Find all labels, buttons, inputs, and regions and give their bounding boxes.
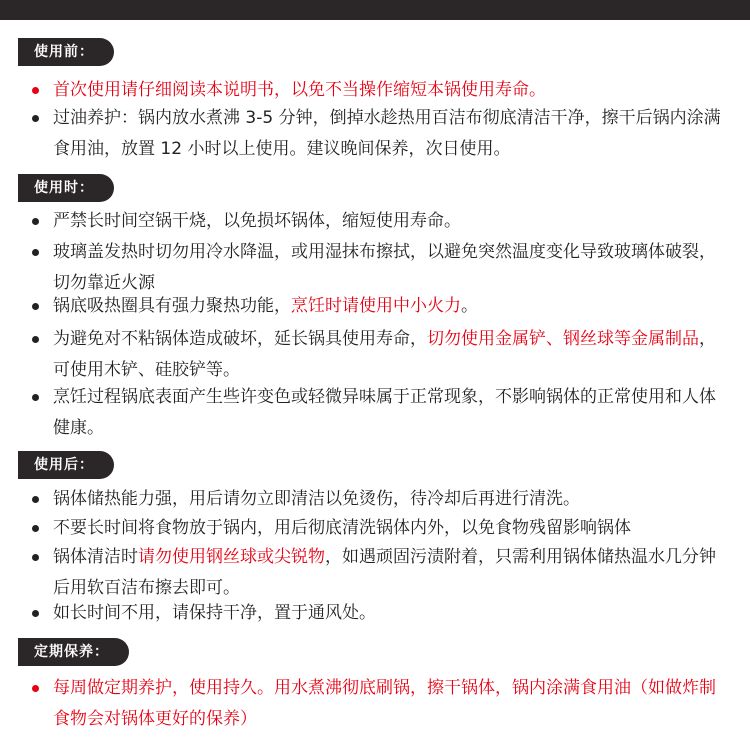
item-text: 如长时间不用，请保持干净，置于通风处。 — [53, 603, 376, 623]
list-item — [32, 542, 732, 604]
item-text-highlight: 切勿使用金属铲、钢丝球等金属制品 — [427, 329, 699, 349]
bullet-icon — [32, 115, 39, 122]
bullet-icon — [32, 554, 39, 561]
bullet-icon — [32, 303, 39, 310]
bullet-icon — [32, 685, 39, 692]
item-text: ，如遇顽固污渍附着，只需利用锅体储热温水几分钟后用软百洁布擦去即可。 — [53, 547, 716, 598]
list-item — [32, 673, 732, 735]
item-text: 锅体储热能力强，用后请勿立即清洁以免烫伤，待冷却后再进行清洗。 — [53, 489, 580, 509]
list-item — [32, 598, 732, 629]
bullet-icon — [32, 87, 39, 94]
section-title-maintenance: 定期保养： — [18, 638, 129, 666]
list-item — [32, 206, 732, 237]
item-text: 。 — [461, 296, 478, 316]
section-title-after-use: 使用后： — [18, 451, 114, 479]
bullet-icon — [32, 610, 39, 617]
top-bar — [0, 0, 750, 20]
bullet-icon — [32, 336, 39, 343]
item-text: 玻璃盖发热时切勿用冷水降温，或用湿抹布擦拭，以避免突然温度变化导致玻璃体破裂，切勿靠近火源 — [53, 242, 716, 293]
item-text: 为避免对不粘锅体造成破坏，延长锅具使用寿命， — [53, 329, 427, 349]
item-text: 首次使用请仔细阅读本说明书，以免不当操作缩短本锅使用寿命。 — [53, 80, 546, 100]
item-text: 锅体清洁时 — [53, 547, 138, 567]
list-item — [32, 513, 732, 544]
list-item — [32, 484, 732, 515]
section-title-during-use: 使用时： — [18, 174, 114, 202]
item-text: 严禁长时间空锅干烧，以免损坏锅体，缩短使用寿命。 — [53, 211, 461, 231]
list-item — [32, 103, 732, 165]
bullet-icon — [32, 394, 39, 401]
list-item — [32, 382, 732, 444]
item-text-highlight: 请勿使用钢丝球或尖锐物 — [138, 547, 325, 567]
bullet-icon — [32, 218, 39, 225]
list-item — [32, 237, 732, 299]
list-item — [32, 324, 732, 386]
item-text: 锅底吸热圈具有强力聚热功能， — [53, 296, 291, 316]
list-item — [32, 291, 732, 322]
item-text: 每周做定期养护，使用持久。用水煮沸彻底刷锅，擦干锅体，锅内涂满食用油（如做炸制食物会对锅体更好的保养） — [53, 678, 716, 729]
bullet-icon — [32, 496, 39, 503]
list-item — [32, 75, 732, 106]
item-text-highlight: 烹饪时请使用中小火力 — [291, 296, 461, 316]
item-text: ，可使用木铲、硅胶铲等。 — [53, 329, 716, 380]
item-text: 不要长时间将食物放于锅内，用后彻底清洗锅体内外，以免食物残留影响锅体 — [53, 518, 631, 538]
item-text: 烹饪过程锅底表面产生些许变色或轻微异味属于正常现象，不影响锅体的正常使用和人体健康。 — [53, 387, 716, 438]
bullet-icon — [32, 249, 39, 256]
bullet-icon — [32, 525, 39, 532]
item-text: 过油养护：锅内放水煮沸 3-5 分钟，倒掉水趁热用百洁布彻底清洁干净，擦干后锅内涂满食用油，放置 12 小时以上使用。建议晚间保养，次日使用。 — [53, 108, 721, 159]
section-title-before-use: 使用前： — [18, 38, 114, 66]
